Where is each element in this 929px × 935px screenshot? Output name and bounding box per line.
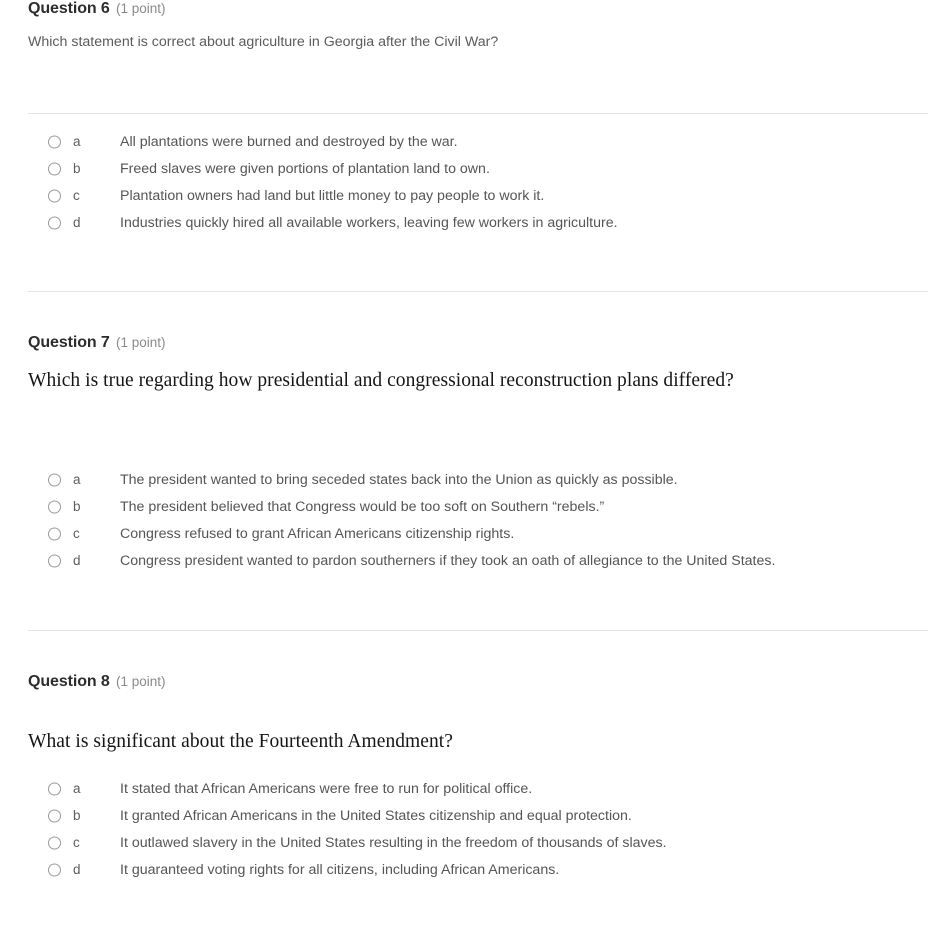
answer-option-c[interactable] [0, 182, 929, 209]
answer-options [0, 466, 929, 574]
option-letter: c [73, 187, 80, 203]
option-text: It stated that African Americans were free to run for political office. [120, 780, 533, 797]
option-letter: a [73, 780, 81, 796]
question-title: Question 8 [28, 673, 110, 690]
question-points: (1 point) [116, 335, 166, 350]
answer-option-b[interactable] [0, 155, 929, 182]
radio-button-icon[interactable] [48, 162, 61, 175]
option-text: All plantations were burned and destroyed by the war. [120, 133, 458, 150]
radio-button-icon[interactable] [48, 189, 61, 202]
question-points: (1 point) [116, 674, 166, 689]
answer-option-d[interactable] [0, 547, 929, 574]
answer-option-d[interactable] [0, 209, 929, 236]
question-separator-q7-q8 [28, 630, 928, 631]
option-text: Freed slaves were given portions of plantation land to own. [120, 160, 490, 177]
radio-button-icon[interactable] [48, 809, 61, 822]
question-prompt: Which statement is correct about agriculture in Georgia after the Civil War? [28, 34, 499, 50]
answer-options [0, 128, 929, 236]
option-letter: d [73, 214, 81, 230]
option-letter: b [73, 498, 81, 514]
answer-options [0, 775, 929, 883]
radio-button-icon[interactable] [48, 863, 61, 876]
question-title: Question 7 [28, 334, 110, 351]
option-letter: d [73, 861, 81, 877]
answer-option-a[interactable] [0, 775, 929, 802]
question-header [0, 334, 166, 352]
option-letter: a [73, 133, 81, 149]
option-text: Congress president wanted to pardon southerners if they took an oath of allegiance to the United States. [120, 552, 776, 569]
option-text: It granted African Americans in the United States citizenship and equal protection. [120, 807, 632, 824]
answer-option-b[interactable] [0, 493, 929, 520]
option-letter: c [73, 525, 80, 541]
question-header [0, 0, 166, 18]
question-title: Question 6 [28, 0, 110, 17]
question-prompt: Which is true regarding how presidential and congressional reconstruction plans differed? [28, 370, 734, 391]
option-text: Industries quickly hired all available workers, leaving few workers in agriculture. [120, 214, 618, 231]
radio-button-icon[interactable] [48, 135, 61, 148]
option-text: Congress refused to grant African Americans citizenship rights. [120, 525, 515, 542]
option-letter: b [73, 807, 81, 823]
answer-option-c[interactable] [0, 829, 929, 856]
radio-button-icon[interactable] [48, 500, 61, 513]
answer-option-c[interactable] [0, 520, 929, 547]
option-text: The president believed that Congress would be too soft on Southern “rebels.” [120, 498, 605, 515]
answer-option-b[interactable] [0, 802, 929, 829]
radio-button-icon[interactable] [48, 527, 61, 540]
option-text: Plantation owners had land but little money to pay people to work it. [120, 187, 545, 204]
question-points: (1 point) [116, 1, 166, 16]
answer-option-a[interactable] [0, 128, 929, 155]
option-letter: c [73, 834, 80, 850]
option-text: The president wanted to bring seceded states back into the Union as quickly as possible. [120, 471, 678, 488]
radio-button-icon[interactable] [48, 473, 61, 486]
option-text: It outlawed slavery in the United States resulting in the freedom of thousands of slaves. [120, 834, 667, 851]
question-divider [28, 113, 928, 114]
question-header [0, 673, 166, 691]
radio-button-icon[interactable] [48, 554, 61, 567]
question-separator-q6-q7 [28, 291, 928, 292]
radio-button-icon[interactable] [48, 836, 61, 849]
option-letter: a [73, 471, 81, 487]
option-letter: b [73, 160, 81, 176]
radio-button-icon[interactable] [48, 216, 61, 229]
answer-option-a[interactable] [0, 466, 929, 493]
question-prompt: What is significant about the Fourteenth Amendment? [28, 731, 453, 752]
answer-option-d[interactable] [0, 856, 929, 883]
radio-button-icon[interactable] [48, 782, 61, 795]
option-text: It guaranteed voting rights for all citizens, including African Americans. [120, 861, 560, 878]
option-letter: d [73, 552, 81, 568]
